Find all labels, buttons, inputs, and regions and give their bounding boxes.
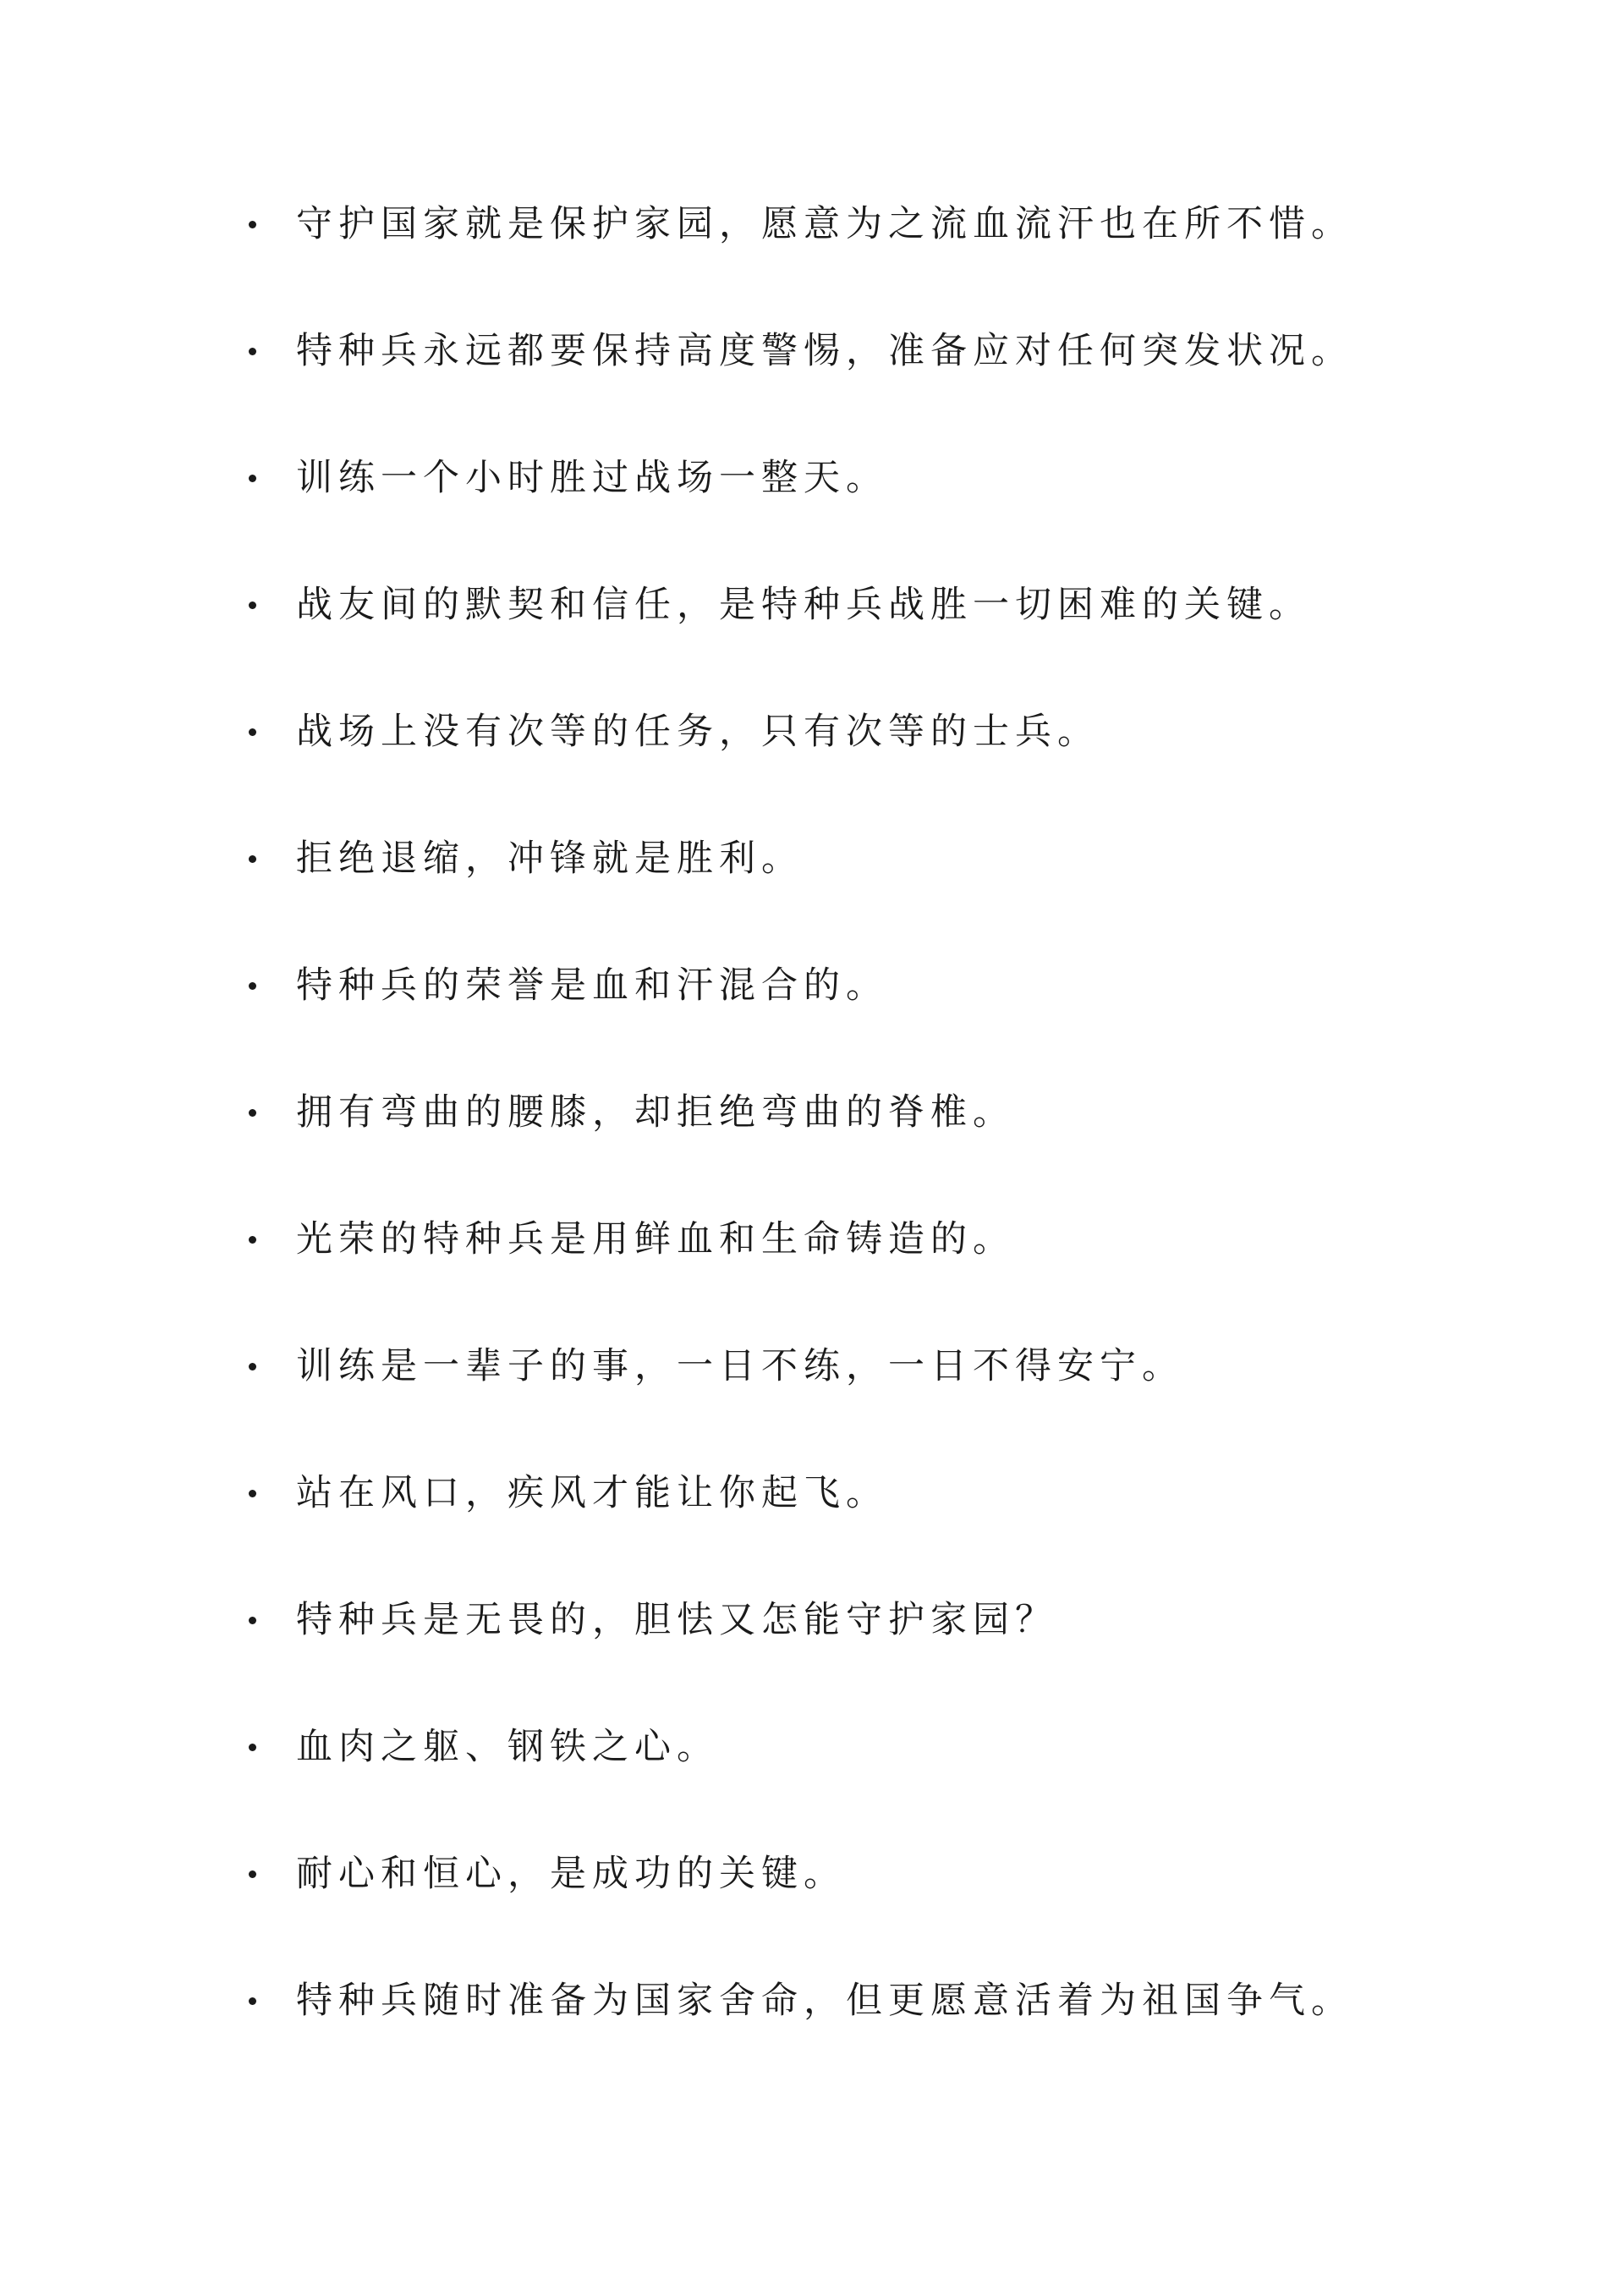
list-item-text: 血肉之躯、钢铁之心。 [296, 1726, 719, 1768]
list-item [0, 1586, 1624, 1654]
list-item-text: 拒绝退缩，冲锋就是胜利。 [296, 838, 804, 880]
list-item-text: 战场上没有次等的任务，只有次等的士兵。 [296, 711, 1100, 753]
list-item [0, 317, 1624, 385]
list-item-text: 训练一个小时胜过战场一整天。 [296, 457, 888, 499]
bullet-icon [249, 475, 256, 482]
list-item [0, 1713, 1624, 1781]
bullet-icon [249, 1870, 256, 1878]
bullet-icon [249, 1109, 256, 1117]
list-item [0, 1079, 1624, 1146]
list-item-text: 守护国家就是保护家园，愿意为之流血流汗也在所不惜。 [296, 203, 1353, 245]
bullet-icon [249, 982, 256, 990]
bullet-icon [249, 728, 256, 736]
list-item [0, 190, 1624, 258]
list-item [0, 1840, 1624, 1908]
list-item [0, 1206, 1624, 1273]
bullet-icon [249, 1617, 256, 1624]
list-item [0, 698, 1624, 766]
list-item-text: 战友间的默契和信任，是特种兵战胜一切困难的关键。 [296, 584, 1311, 626]
list-item-text: 耐心和恒心，是成功的关键。 [296, 1853, 846, 1895]
bullet-icon [249, 1363, 256, 1370]
bullet-icon [249, 1236, 256, 1244]
list-item-text: 特种兵随时准备为国家舍命，但更愿意活着为祖国争气。 [296, 1980, 1353, 2022]
list-item [0, 1459, 1624, 1527]
list-item [0, 952, 1624, 1019]
list-item-text: 特种兵永远都要保持高度警惕，准备应对任何突发状况。 [296, 330, 1353, 372]
bullet-icon [249, 601, 256, 609]
bullet-icon [249, 1997, 256, 2005]
list-item-text: 光荣的特种兵是用鲜血和生命铸造的。 [296, 1218, 1015, 1261]
list-item-text: 训练是一辈子的事，一日不练，一日不得安宁。 [296, 1345, 1184, 1387]
list-item-text: 站在风口，疾风才能让你起飞。 [296, 1472, 888, 1514]
bullet-icon [249, 348, 256, 355]
list-item [0, 1332, 1624, 1400]
bullet-icon [249, 855, 256, 863]
list-item [0, 825, 1624, 893]
list-item [0, 571, 1624, 639]
bullet-icon [249, 221, 256, 228]
list-item [0, 444, 1624, 512]
list-item-text: 特种兵是无畏的，胆怯又怎能守护家园？ [296, 1599, 1057, 1641]
bullet-icon [249, 1744, 256, 1751]
bullet-icon [249, 1490, 256, 1497]
list-item [0, 1967, 1624, 2035]
list-item-text: 拥有弯曲的腰膝，却拒绝弯曲的脊椎。 [296, 1091, 1015, 1134]
list-item-text: 特种兵的荣誉是血和汗混合的。 [296, 964, 888, 1007]
